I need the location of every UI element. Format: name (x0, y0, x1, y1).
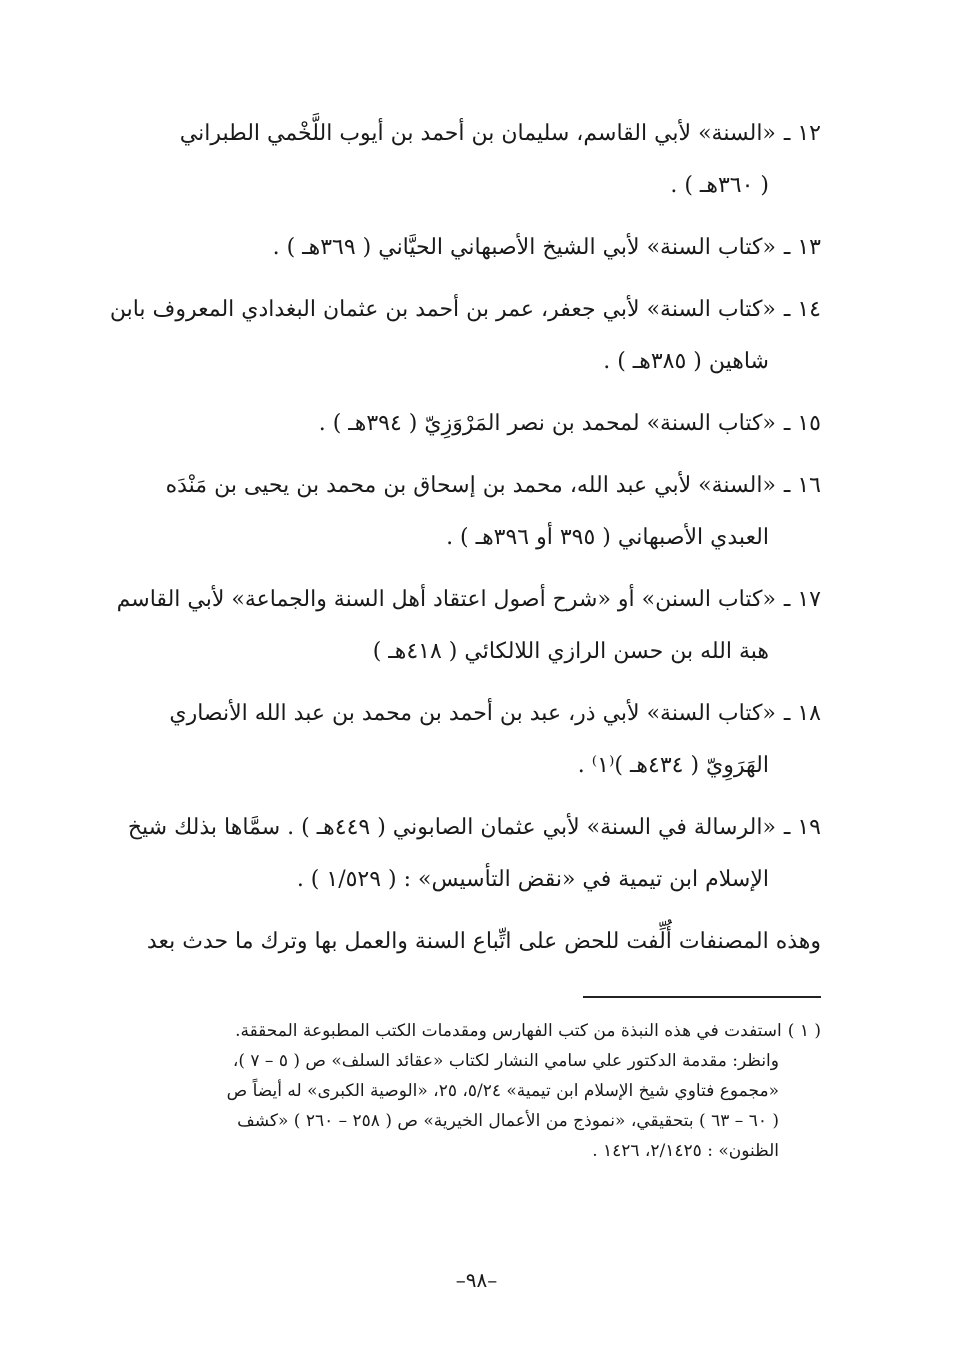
entry-number: ١٢ ـ (783, 121, 821, 146)
footnote-number: ( ١ ) (787, 1021, 821, 1041)
entry-continuation: هبة الله بن حسن الرازي اللالكائي ( ٤١٨هـ ) (372, 639, 769, 664)
entry-text: «كتاب السنن» أو «شرح أصول اعتقاد أهل السنة والجماعة» لأبي القاسم (116, 587, 776, 612)
entry-number: ١٣ ـ (783, 235, 821, 260)
footnote-first-line (109, 1016, 821, 1046)
entry-continuation: الإسلام ابن تيمية في «نقض التأسيس» : ( ١/٥٢٩ ) . (296, 867, 769, 892)
entry-number: ١٥ ـ (783, 411, 821, 436)
list-item (109, 284, 821, 388)
footnote-line: الظنون» : ٢/١٤٢٥، ١٤٢٦ . (592, 1141, 779, 1161)
list-item (109, 688, 821, 792)
list-item (109, 460, 821, 564)
footnote-divider (583, 996, 821, 998)
list-item (109, 108, 821, 212)
footnote-line: «مجموع فتاوي شيخ الإسلام ابن تيمية» ٥/٢٤، ٢٥، «الوصية الكبرى» له أيضاً ص (226, 1081, 779, 1101)
list-item (109, 222, 821, 274)
closing-paragraph: وهذه المصنفات أُلِّفت للحض على اتِّباع السنة والعمل بها وترك ما حدث بعد (146, 929, 821, 954)
entry-text: «الرسالة في السنة» لأبي عثمان الصابوني ( ٤٤٩هـ ) . سمَّاها بذلك شيخ (127, 815, 776, 840)
entry-text: «كتاب السنة» لأبي ذر، عبد بن أحمد بن محمد بن عبد الله الأنصاري (169, 701, 776, 726)
footnote-line: ( ٦٠ – ٦٣ ) بتحقيقي، «نموذج من الأعمال الخيرية» ص ( ٢٥٨ – ٢٦٠ ) «كشف (237, 1111, 779, 1131)
entry-number: ١٩ ـ (783, 815, 821, 840)
footnotes (109, 1016, 821, 1166)
entry-text: «كتاب السنة» لأبي جعفر، عمر بن أحمد بن عثمان البغدادي المعروف بابن (109, 297, 776, 322)
entry-continuation: شاهين ( ٣٨٥هـ ) . (603, 349, 769, 374)
entry-continuation: ( ٣٦٠هـ ) . (670, 173, 769, 198)
entry-number: ١٨ ـ (783, 701, 821, 726)
page-number: –٩٨– (455, 1268, 498, 1292)
main-text (109, 108, 821, 968)
entry-text: «السنة» لأبي عبد الله، محمد بن إسحاق بن محمد بن يحيى بن مَنْدَه (165, 473, 776, 498)
entry-text: «كتاب السنة» لمحمد بن نصر المَرْوَزِيّ ( ٣٩٤هـ ) . (318, 411, 776, 436)
list-item (109, 802, 821, 906)
entry-continuation: العبدي الأصبهاني ( ٣٩٥ أو ٣٩٦هـ ) . (446, 525, 769, 550)
entry-continuation: الهَرَوِيّ ( ٤٣٤هـ )⁽١⁾ . (577, 753, 769, 778)
entry-text: «السنة» لأبي القاسم، سليمان بن أحمد بن أيوب اللَّخْمي الطبراني (179, 121, 776, 146)
entry-number: ١٦ ـ (783, 473, 821, 498)
list-item (109, 398, 821, 450)
entry-number: ١٤ ـ (783, 297, 821, 322)
footnote-line: وانظر: مقدمة الدكتور علي سامي النشار لكتاب «عقائد السلف» ص ( ٥ – ٧ )، (232, 1051, 779, 1071)
footnote-text: استفدت في هذه النبذة من كتب الفهارس ومقدمات الكتب المطبوعة المحققة. (235, 1021, 782, 1041)
list-item (109, 574, 821, 678)
entry-text: «كتاب السنة» لأبي الشيخ الأصبهاني الحيَّاني ( ٣٦٩هـ ) . (272, 235, 776, 260)
entry-number: ١٧ ـ (783, 587, 821, 612)
